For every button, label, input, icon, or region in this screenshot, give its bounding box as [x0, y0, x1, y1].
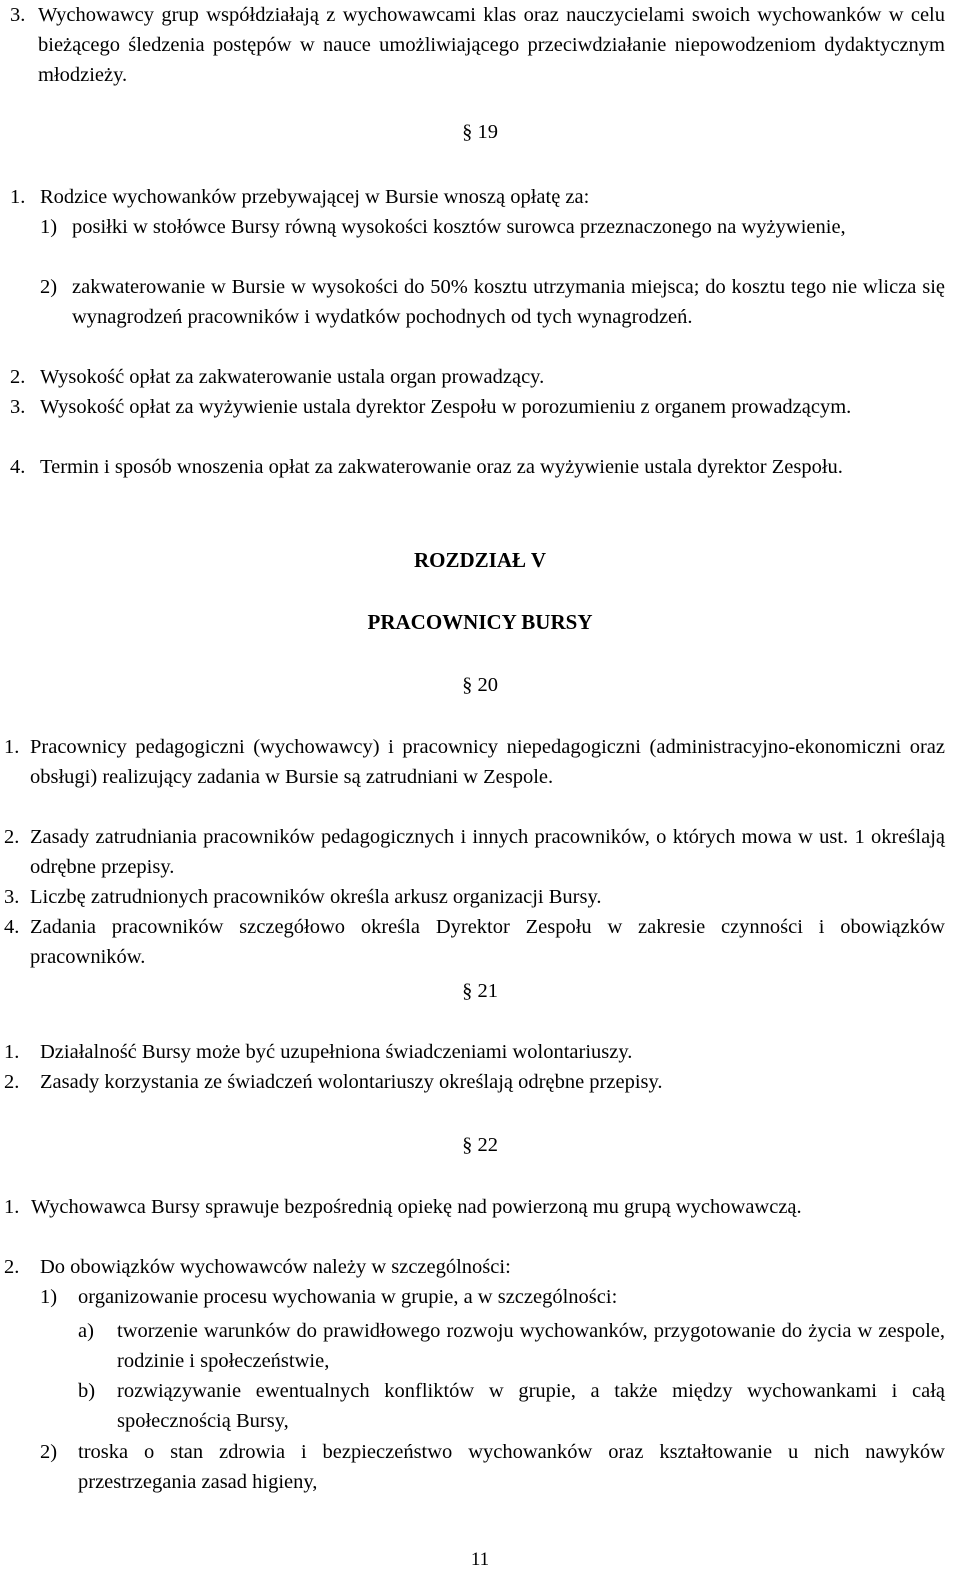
s19-item-2: 2. Wysokość opłat za zakwaterowanie ustala organ prowadzący.	[10, 366, 545, 388]
s21-item-2: 2. Zasady korzystania ze świadczeń wolontariuszy określają odrębne przepisy.	[4, 1071, 663, 1093]
page-number: 11	[470, 1549, 490, 1570]
s20-item-3: 3. Liczbę zatrudnionych pracowników określa arkusz organizacji Bursy.	[4, 886, 602, 908]
s19-item-1-1: 1) posiłki w stołówce Bursy równą wysokości kosztów surowca przeznaczonego na wyżywienie,	[40, 216, 846, 238]
s22-item-2-2: 2) troska o stan zdrowia i bezpieczeństwo wychowanków oraz kształtowanie u nich nawyków przestrzegania zasad higieny,	[40, 1441, 945, 1493]
s20-item-4: 4. Zadania pracowników szczegółowo określa Dyrektor Zespołu w zakresie czynności i obowiązków pracowników.	[4, 916, 945, 968]
s19-item-1: 1. Rodzice wychowanków przebywającej w Bursie wnoszą opłatę za:	[10, 186, 590, 208]
section-20-heading: § 20	[462, 674, 498, 696]
s22-item-1: 1. Wychowawca Bursy sprawuje bezpośrednią opiekę nad powierzoną mu grupą wychowawczą.	[4, 1196, 802, 1218]
s22-item-2-1-a: a) tworzenie warunków do prawidłowego rozwoju wychowanków, przygotowanie do życia w zespole, rodzinie i społeczeństwie,	[78, 1320, 945, 1372]
s21-item-1: 1. Działalność Bursy może być uzupełniona świadczeniami wolontariuszy.	[4, 1041, 633, 1063]
s20-item-1: 1. Pracownicy pedagogiczni (wychowawcy) i pracownicy niepedagogiczni (administracyjno-ekonomiczni oraz obsługi) realizujący zadania w Bursie są zatrudniani w Zespole.	[4, 736, 945, 788]
section-21-heading: § 21	[462, 980, 498, 1002]
paragraph-3-top: 3. Wychowawcy grup współdziałają z wychowawcami klas oraz nauczycielami swoich wychowanków w celu bieżącego śledzenia postępów w nauce umożliwiającego przeciwdziałanie niepowodzeniom dydaktycznym młodzieży.	[10, 4, 945, 86]
s19-item-3: 3. Wysokość opłat za wyżywienie ustala dyrektor Zespołu w porozumieniu z organem prowadzącym.	[10, 396, 852, 418]
chapter-heading: ROZDZIAŁ V	[413, 548, 547, 572]
chapter-title: PRACOWNICY BURSY	[367, 610, 593, 634]
section-19-heading: § 19	[462, 121, 498, 143]
s19-item-1-2: 2) zakwaterowanie w Bursie w wysokości do 50% kosztu utrzymania miejsca; do kosztu tego nie wlicza się wynagrodzeń pracowników i wydatków pochodnych od tych wynagrodzeń.	[40, 276, 945, 328]
section-22-heading: § 22	[462, 1134, 498, 1156]
s19-item-4: 4. Termin i sposób wnoszenia opłat za zakwaterowanie oraz za wyżywienie ustala dyrektor Zespołu.	[10, 456, 843, 478]
s22-item-2-1: 1) organizowanie procesu wychowania w grupie, a w szczególności:	[40, 1286, 618, 1308]
s22-item-2-1-b: b) rozwiązywanie ewentualnych konfliktów w grupie, a także między wychowankami i całą społecznością Bursy,	[78, 1380, 945, 1432]
s22-item-2: 2. Do obowiązków wychowawców należy w szczególności:	[4, 1256, 511, 1278]
s20-item-2: 2. Zasady zatrudniania pracowników pedagogicznych i innych pracowników, o których mowa w ust. 1 określają odrębne przepisy.	[4, 826, 945, 878]
